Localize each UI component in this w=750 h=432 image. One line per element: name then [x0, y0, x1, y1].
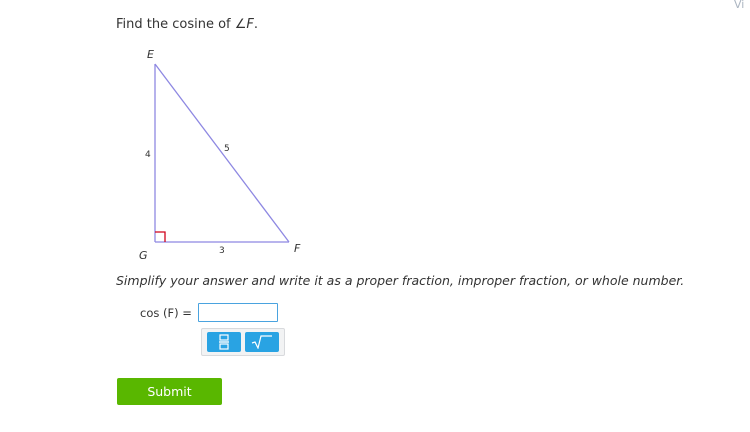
- corner-label: Vi: [734, 0, 745, 11]
- fraction-button[interactable]: [207, 332, 241, 352]
- side-eg-length: 4: [145, 150, 151, 160]
- answer-row: [140, 303, 278, 322]
- question-suffix: .: [253, 17, 259, 32]
- math-tool-tray: [201, 328, 285, 356]
- side-gf-length: 3: [219, 246, 225, 256]
- square-root-icon: [251, 335, 273, 349]
- answer-input[interactable]: [198, 303, 278, 322]
- side-ef-length: 5: [224, 144, 230, 154]
- fraction-icon: [217, 334, 231, 350]
- vertex-g-label: G: [139, 249, 148, 262]
- answer-label: cos (F) =: [140, 305, 192, 320]
- vertex-f-label: F: [294, 242, 301, 255]
- instruction-text: Simplify your answer and write it as a proper fraction, improper fraction, or whole number.: [116, 273, 685, 288]
- vertex-e-label: E: [147, 48, 154, 61]
- side-ef-line: [155, 64, 289, 242]
- question-prefix: Find the cosine of: [116, 17, 235, 32]
- right-angle-marker: [155, 232, 165, 242]
- submit-button[interactable]: Submit: [117, 378, 222, 405]
- question-angle: ∠F: [234, 17, 254, 32]
- square-root-button[interactable]: [245, 332, 279, 352]
